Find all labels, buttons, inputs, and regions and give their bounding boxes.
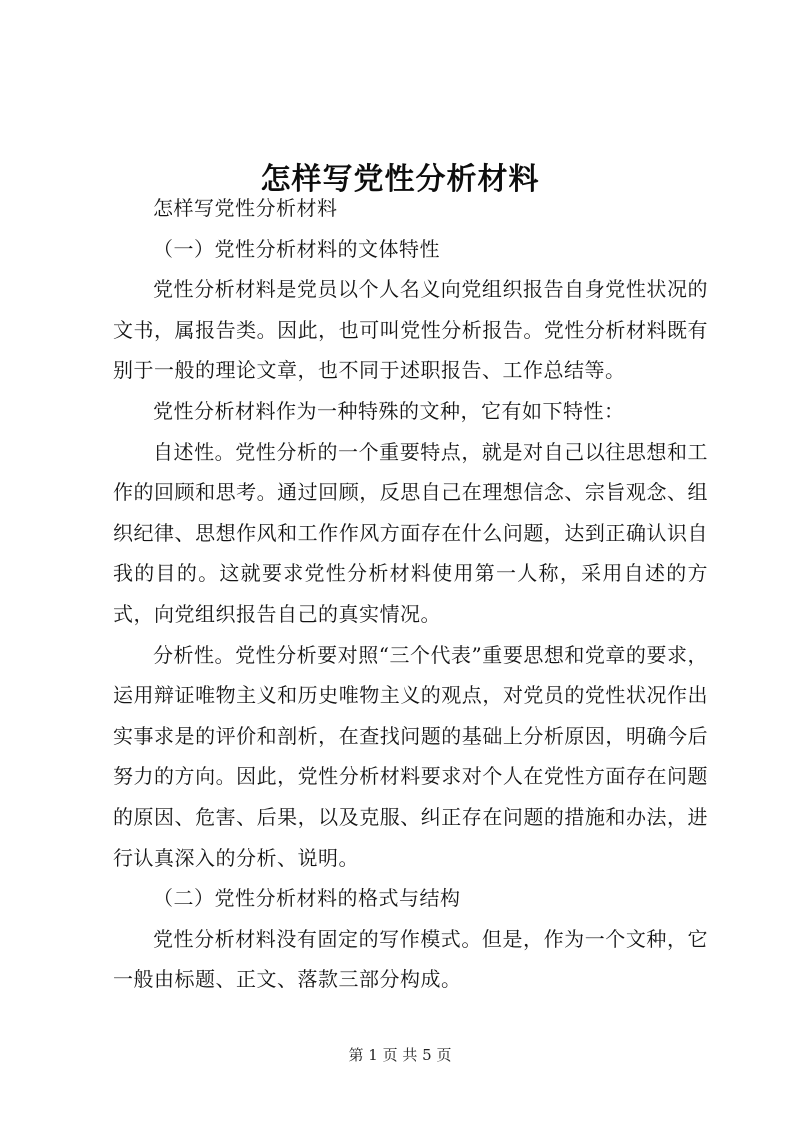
document-body <box>113 188 708 1000</box>
section-heading-1: （一）党性分析材料的文体特性 <box>153 236 440 261</box>
page-number-footer: 第 1 页 共 5 页 <box>348 1046 452 1064</box>
paragraph: 党性分析材料是党员以个人名义向党组织报告自身党性状况的文书，属报告类。因此，也可叫党性分析报告。党性分析材料既有别于一般的理论文章，也不同于述职报告、工作总结等。 <box>113 277 708 383</box>
paragraph: 党性分析材料作为一种特殊的文种，它有如下特性： <box>153 398 625 423</box>
section-heading-2: （二）党性分析材料的格式与结构 <box>153 886 461 911</box>
paragraph: 自述性。党性分析的一个重要特点，就是对自己以往思想和工作的回顾和思考。通过回顾，反思自己在理想信念、宗旨观念、组织纪律、思想作风和工作作风方面存在什么问题，达到正确认识自我的目的。这就要求党性分析材料使用第一人称，采用自述的方式，向党组织报告自己的真实情况。 <box>113 439 708 626</box>
paragraph: 党性分析材料没有固定的写作模式。但是，作为一个文种，它一般由标题、正文、落款三部分构成。 <box>113 926 708 992</box>
document-title: 怎样写党性分析材料 <box>260 162 540 198</box>
paragraph: 分析性。党性分析要对照“三个代表”重要思想和党章的要求，运用辩证唯物主义和历史唯物主义的观点，对党员的党性状况作出实事求是的评价和剖析，在查找问题的基础上分析原因，明确今后努力的方向。因此，党性分析材料要求对个人在党性方面存在问题的原因、危害、后果，以及克服、纠正存在问题的措施和办法，进行认真深入的分析、说明。 <box>113 642 708 870</box>
paragraph-subtitle: 怎样写党性分析材料 <box>153 196 338 220</box>
